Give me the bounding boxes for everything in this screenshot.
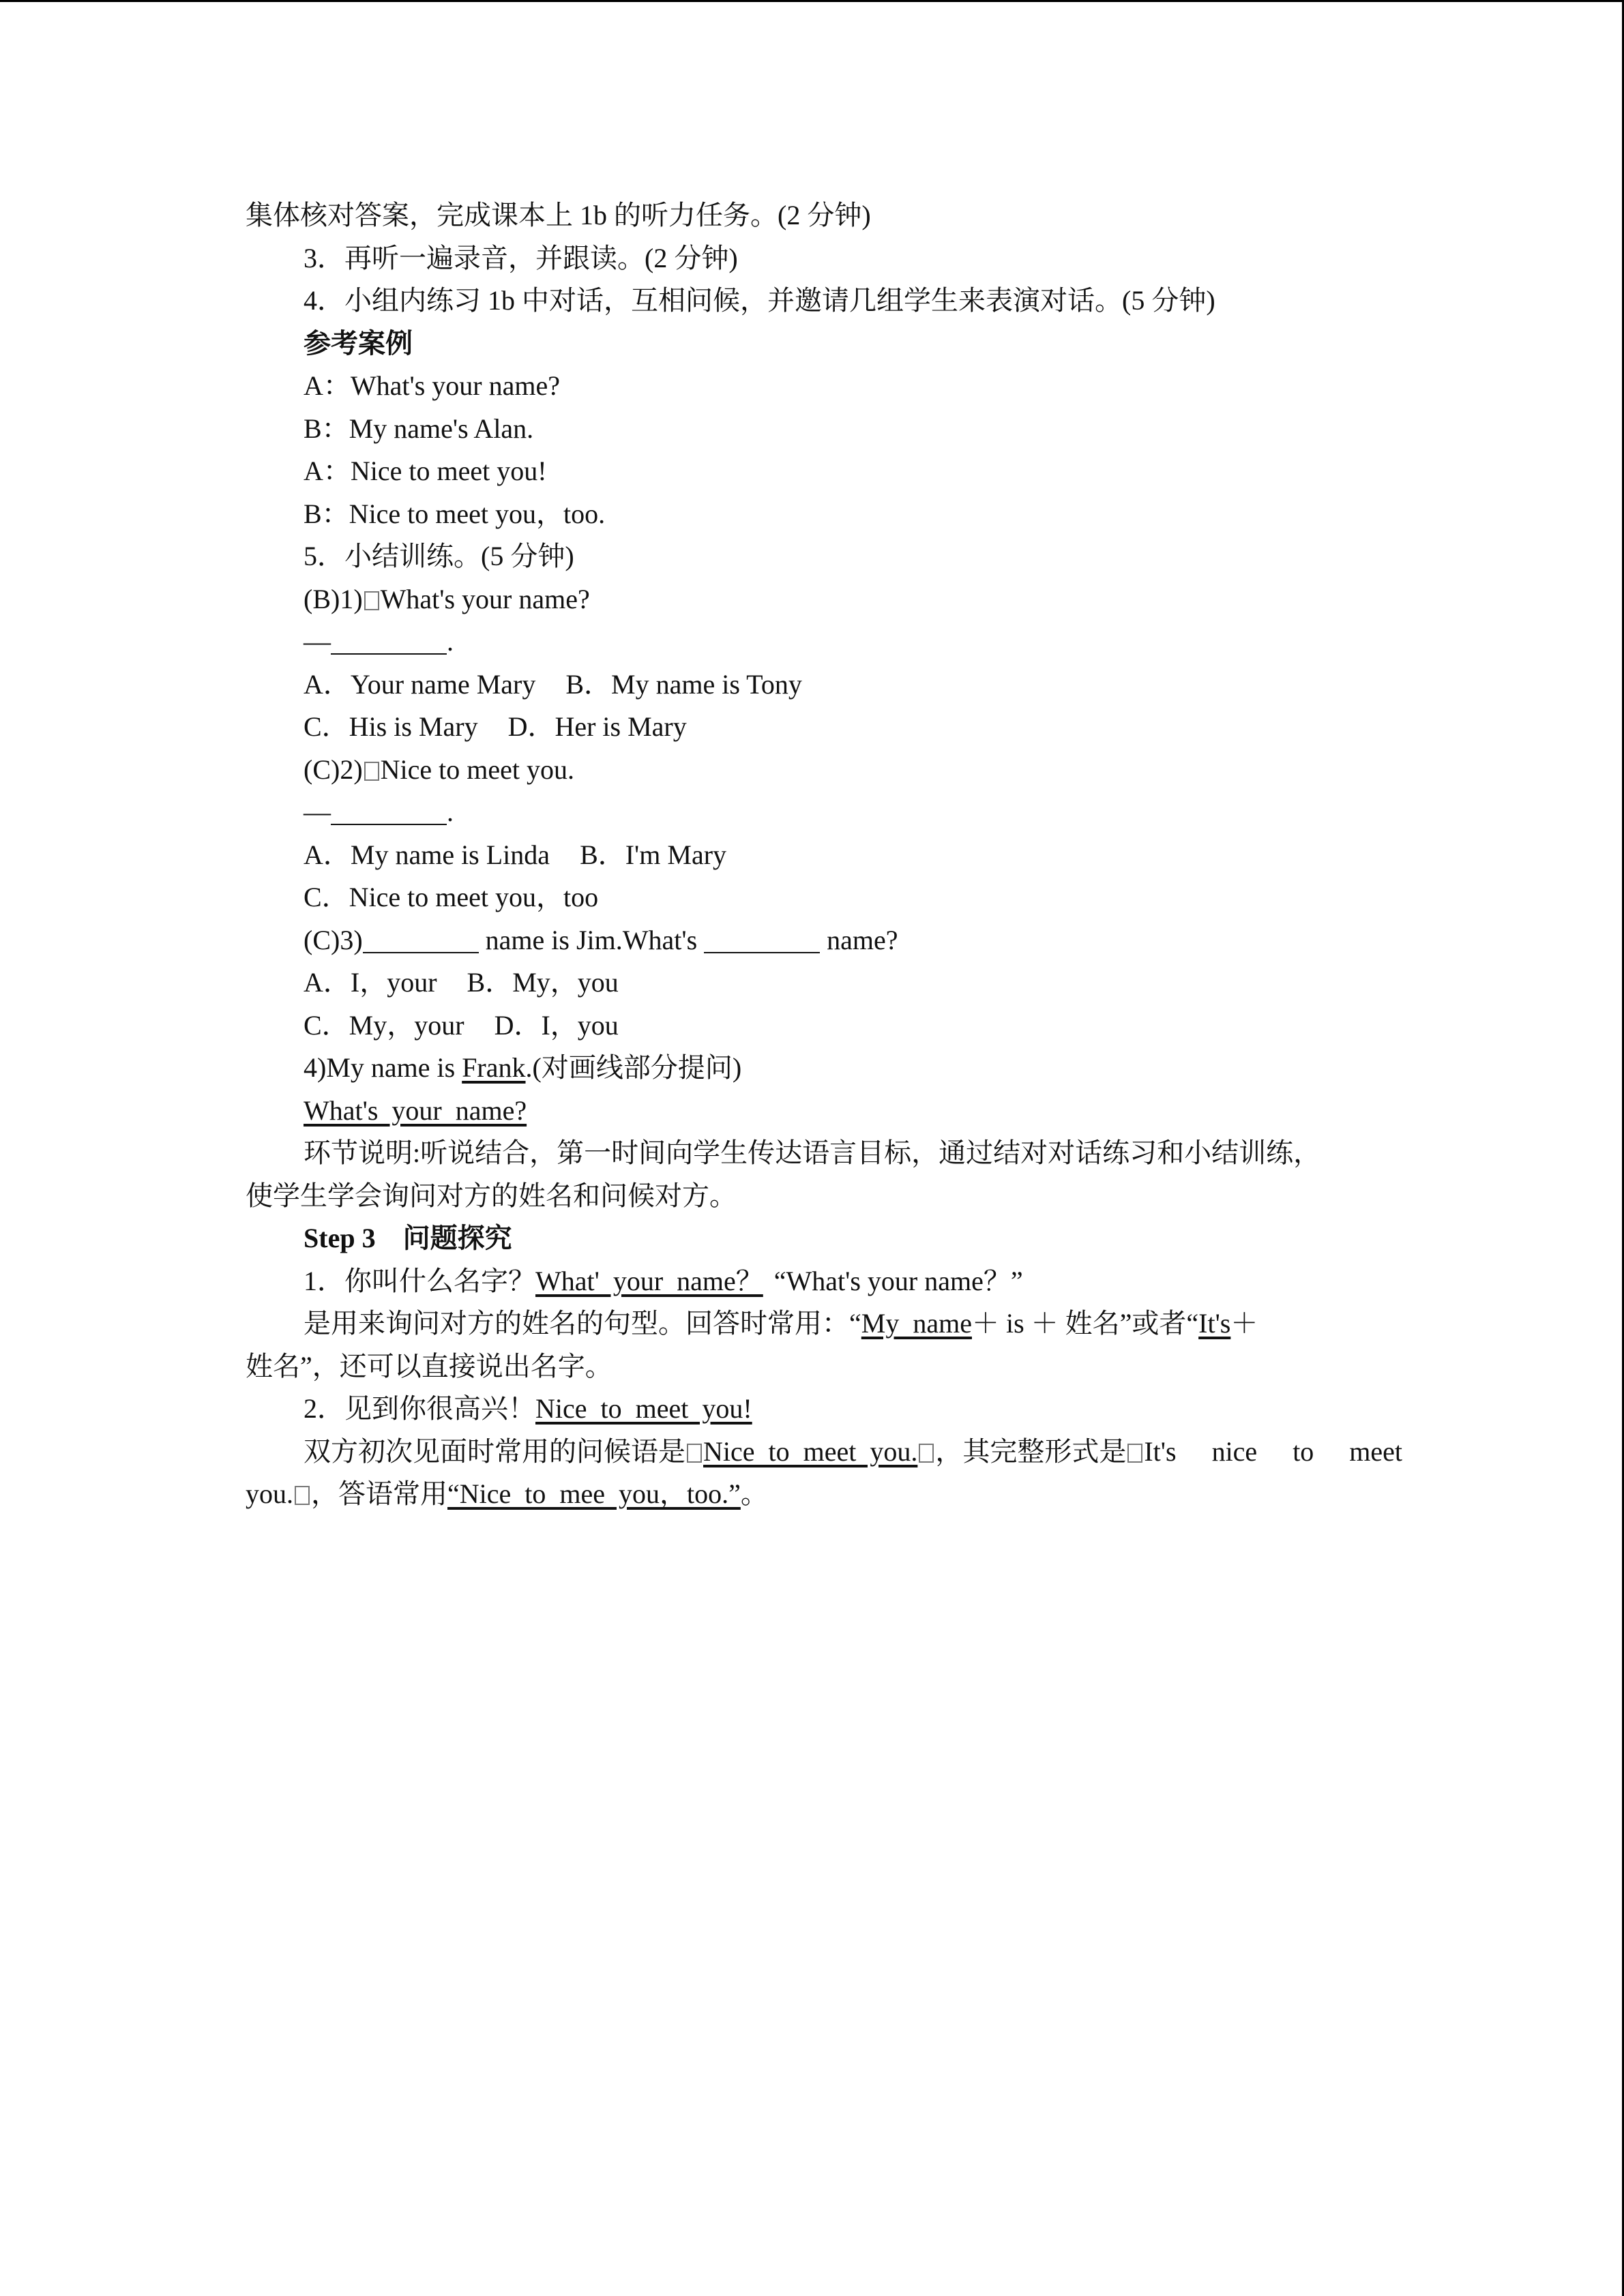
placeholder-box-icon (364, 762, 379, 781)
step-label: Step 3 (304, 1223, 376, 1253)
item-text: “What's your name？” (773, 1265, 1023, 1296)
question-3 (246, 919, 1379, 962)
section-heading: 参考案例 (304, 328, 413, 359)
option-d: D．I，you (494, 1009, 619, 1041)
options-row (246, 664, 1379, 706)
answer-blank-line (246, 621, 1379, 664)
answer-blank (363, 925, 479, 953)
question-text: Nice to meet you. (380, 754, 574, 785)
option-c: C．My，your (304, 1009, 464, 1041)
dash: — (304, 796, 331, 827)
text-line: 5．小结训练。(5 分钟) (304, 541, 574, 571)
answer-blank (331, 626, 447, 655)
underlined-answer: Nice to meet you! (535, 1393, 752, 1424)
explore-item-2 (246, 1388, 1379, 1431)
option-d: D．Her is Mary (507, 711, 687, 742)
item-text: ，其完整形式是 (935, 1435, 1127, 1467)
question-text: name? (820, 924, 898, 955)
item-text: 2．见到你很高兴！ (304, 1393, 535, 1424)
item-text: 。 (740, 1478, 768, 1509)
question-text: What's your name? (380, 583, 590, 614)
dialogue-line: A：Nice to meet you! (304, 456, 547, 486)
option-b: B．My，you (467, 967, 619, 998)
options-row (246, 1004, 1379, 1047)
item-text: 是用来询问对方的姓名的句型。回答时常用：“ (304, 1308, 861, 1339)
document-body (246, 194, 1403, 1516)
underlined-answer: Nice to meet you. (703, 1435, 918, 1467)
option-c: C．Nice to meet you，too (304, 882, 599, 912)
question-number: (B)1) (304, 583, 363, 614)
placeholder-box-icon (919, 1444, 934, 1463)
question-text: name is Jim.What's (478, 924, 705, 955)
placeholder-box-icon (1127, 1444, 1142, 1463)
underlined-answer: It's (1198, 1308, 1231, 1339)
text-line: 3．再听一遍录音，并跟读。(2 分钟) (304, 242, 738, 273)
item-text: It's nice to meet (1144, 1435, 1403, 1467)
text-line: 集体核对答案，完成课本上 1b 的听力任务。(2 分钟) (246, 200, 871, 230)
answer-blank (704, 925, 820, 953)
explore-item-1-cont (246, 1302, 1379, 1345)
dialogue-line: A：What's your name? (304, 370, 560, 401)
item-text: you. (246, 1478, 293, 1509)
options-row (246, 961, 1379, 1004)
option-b: B．My name is Tony (565, 668, 802, 700)
step-title: 问题探究 (402, 1223, 512, 1253)
period: . (447, 626, 454, 657)
page-top-border (0, 0, 1624, 2)
item-text: 双方初次见面时常用的问候语是 (304, 1435, 685, 1467)
period: . (447, 796, 454, 827)
note-line: 使学生学会询问对方的姓名和问候对方。 (246, 1180, 737, 1211)
question-4-answer (246, 1090, 1379, 1133)
item-text: ，答语常用 (311, 1478, 447, 1509)
question-text: .(对画线部分提问) (525, 1052, 742, 1083)
answer-blank (331, 796, 447, 825)
note-line: 环节说明:听说结合，第一时间向学生传达语言目标，通过结对对话练习和小结训练， (304, 1137, 1321, 1168)
item-text: ＋ (1230, 1308, 1258, 1339)
question-text: 4)My name is (304, 1052, 462, 1083)
question-4 (246, 1047, 1379, 1090)
explore-item-2-end (246, 1473, 1379, 1516)
underlined-answer: What' your name？ (535, 1265, 763, 1296)
dash: — (304, 626, 331, 657)
answer-blank-line (246, 791, 1379, 834)
placeholder-box-icon (295, 1486, 310, 1505)
placeholder-box-icon (364, 591, 379, 610)
item-text: ＋ is ＋ 姓名”或者“ (971, 1308, 1199, 1339)
question-1 (246, 578, 1379, 621)
option-a: A．I，your (304, 967, 437, 998)
underlined-answer: “Nice to mee you，too.” (447, 1478, 741, 1509)
explore-item-2-cont (246, 1431, 1403, 1474)
underlined-word: Frank (462, 1052, 526, 1083)
question-2 (246, 749, 1379, 792)
underlined-answer: What's your name? (304, 1094, 527, 1126)
option-b: B．I'm Mary (580, 839, 727, 870)
explore-item-1 (246, 1260, 1379, 1303)
options-row (246, 834, 1379, 877)
item-text: 1．你叫什么名字？ (304, 1265, 535, 1296)
text-line: 4．小组内练习 1b 中对话，互相问候，并邀请几组学生来表演对话。(5 分钟) (304, 285, 1215, 316)
options-row (246, 706, 1379, 749)
option-a: A．Your name Mary (304, 668, 536, 700)
dialogue-line: B：Nice to meet you，too. (304, 498, 606, 529)
question-number: (C)2) (304, 754, 363, 785)
option-a: A．My name is Linda (304, 839, 550, 870)
dialogue-line: B：My name's Alan. (304, 413, 534, 444)
underlined-answer: My name (861, 1308, 972, 1339)
explore-item-1-end: 姓名”，还可以直接说出名字。 (246, 1350, 612, 1382)
question-number: (C)3) (304, 924, 363, 955)
placeholder-box-icon (687, 1444, 702, 1463)
option-c: C．His is Mary (304, 711, 478, 742)
step-heading (246, 1217, 1379, 1260)
options-row (246, 876, 1379, 919)
